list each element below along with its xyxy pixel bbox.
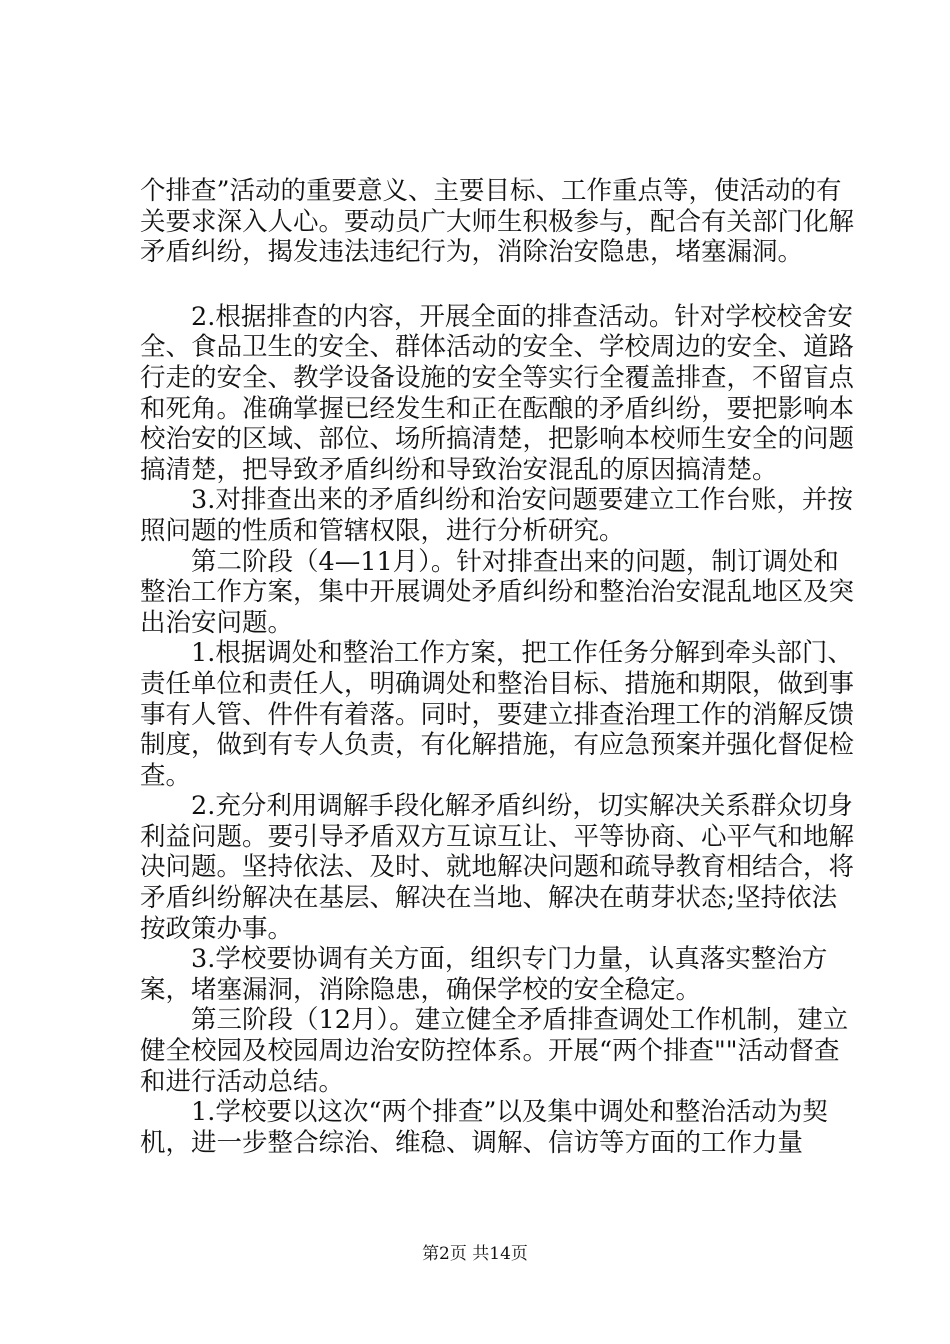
- paragraph-8: 第三阶段（12月）。建立健全矛盾排查调处工作机制，建立健全校园及校园周边治安防控体系。开展“两个排查""活动督查和进行活动总结。: [140, 1005, 849, 1097]
- paragraph-3: 3.对排查出来的矛盾纠纷和治安问题要建立工作台账，并按照问题的性质和管辖权限，进行分析研究。: [140, 485, 853, 546]
- paragraph-1: 个排查”活动的重要意义、主要目标、工作重点等，使活动的有关要求深入人心。要动员广大师生积极参与，配合有关部门化解矛盾纠纷，揭发违法违纪行为，消除治安隐患，堵塞漏洞。: [140, 176, 855, 268]
- paragraph-5: 1.根据调处和整治工作方案，把工作任务分解到牵头部门、责任单位和责任人，明确调处和整治目标、措施和期限，做到事事有人管、件件有着落。同时，要建立排查治理工作的消解反馈制度，做到有专人负责，有化解措施，有应急预案并强化督促检查。: [140, 638, 855, 791]
- paragraph-7: 3.学校要协调有关方面，组织专门力量，认真落实整治方案，堵塞漏洞，消除隐患，确保学校的安全稳定。: [140, 944, 828, 1005]
- paragraph-2: 2.根据排查的内容，开展全面的排查活动。针对学校校舍安全、食品卫生的安全、群体活动的安全、学校周边的安全、道路行走的安全、教学设备设施的安全等实行全覆盖排查，不留盲点和死角。准确掌握已经发生和正在酝酿的矛盾纠纷，要把影响本校治安的区域、部位、场所搞清楚，把影响本校师生安全的问题搞清楚，把导致矛盾纠纷和导致治安混乱的原因搞清楚。: [140, 301, 855, 485]
- page-footer: 第2页 共14页: [422, 1244, 528, 1264]
- paragraph-4: 第二阶段（4—11月）。针对排查出来的问题，制订调处和整治工作方案，集中开展调处矛盾纠纷和整治治安混乱地区及突出治安问题。: [140, 546, 855, 638]
- paragraph-6: 2.充分利用调解手段化解矛盾纠纷，切实解决关系群众切身利益问题。要引导矛盾双方互谅互让、平等协商、心平气和地解决问题。坚持依法、及时、就地解决问题和疏导教育相结合，将矛盾纠纷解决在基层、解决在当地、解决在萌芽状态;坚持依法按政策办事。: [140, 791, 855, 944]
- document-body: [140, 176, 860, 1158]
- paragraph-gap: [140, 268, 860, 302]
- paragraph-9: 1.学校要以这次“两个排查”以及集中调处和整治活动为契机，进一步整合综治、维稳、调解、信访等方面的工作力量: [140, 1097, 828, 1158]
